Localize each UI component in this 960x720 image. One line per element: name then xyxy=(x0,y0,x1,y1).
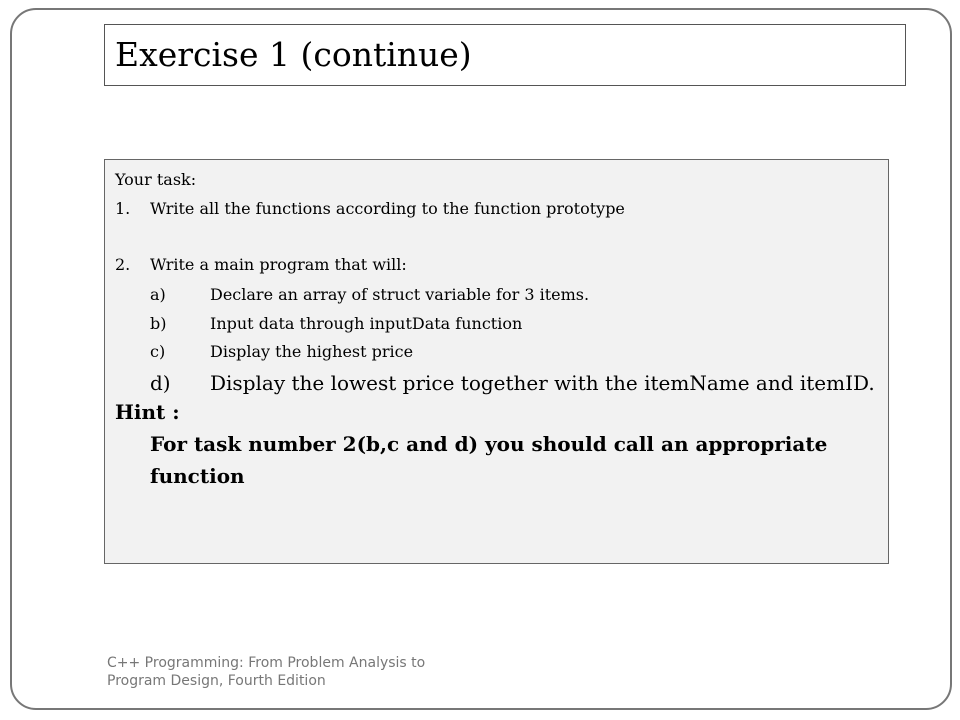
hint-label: Hint : xyxy=(115,400,180,424)
hint-line-1: For task number 2(b,c and d) you should call an appropriate xyxy=(150,432,828,456)
task-1-number: 1. xyxy=(115,199,131,218)
subtask-b-label: b) xyxy=(150,314,167,333)
subtask-c-label: c) xyxy=(150,342,166,361)
content-box xyxy=(104,159,889,564)
subtask-d-text: Display the lowest price together with the itemName and itemID. xyxy=(210,371,875,395)
footer-citation xyxy=(107,654,467,690)
hint-line-2: function xyxy=(150,464,245,488)
slide-title: Exercise 1 (continue) xyxy=(115,35,472,74)
title-box xyxy=(104,24,906,86)
subtask-c-text: Display the highest price xyxy=(210,342,414,361)
subtask-d-label: d) xyxy=(150,371,171,395)
subtask-a-label: a) xyxy=(150,285,166,304)
subtask-b-text: Input data through inputData function xyxy=(210,314,523,333)
footer-line-1: C++ Programming: From Problem Analysis to xyxy=(107,655,426,671)
task-2-text: Write a main program that will: xyxy=(150,255,407,274)
task-2-number: 2. xyxy=(115,255,131,274)
footer-line-2: Program Design, Fourth Edition xyxy=(107,673,326,689)
task-1-text: Write all the functions according to the function prototype xyxy=(150,199,625,218)
intro-text: Your task: xyxy=(115,170,197,189)
subtask-a-text: Declare an array of struct variable for 3 items. xyxy=(210,285,590,304)
